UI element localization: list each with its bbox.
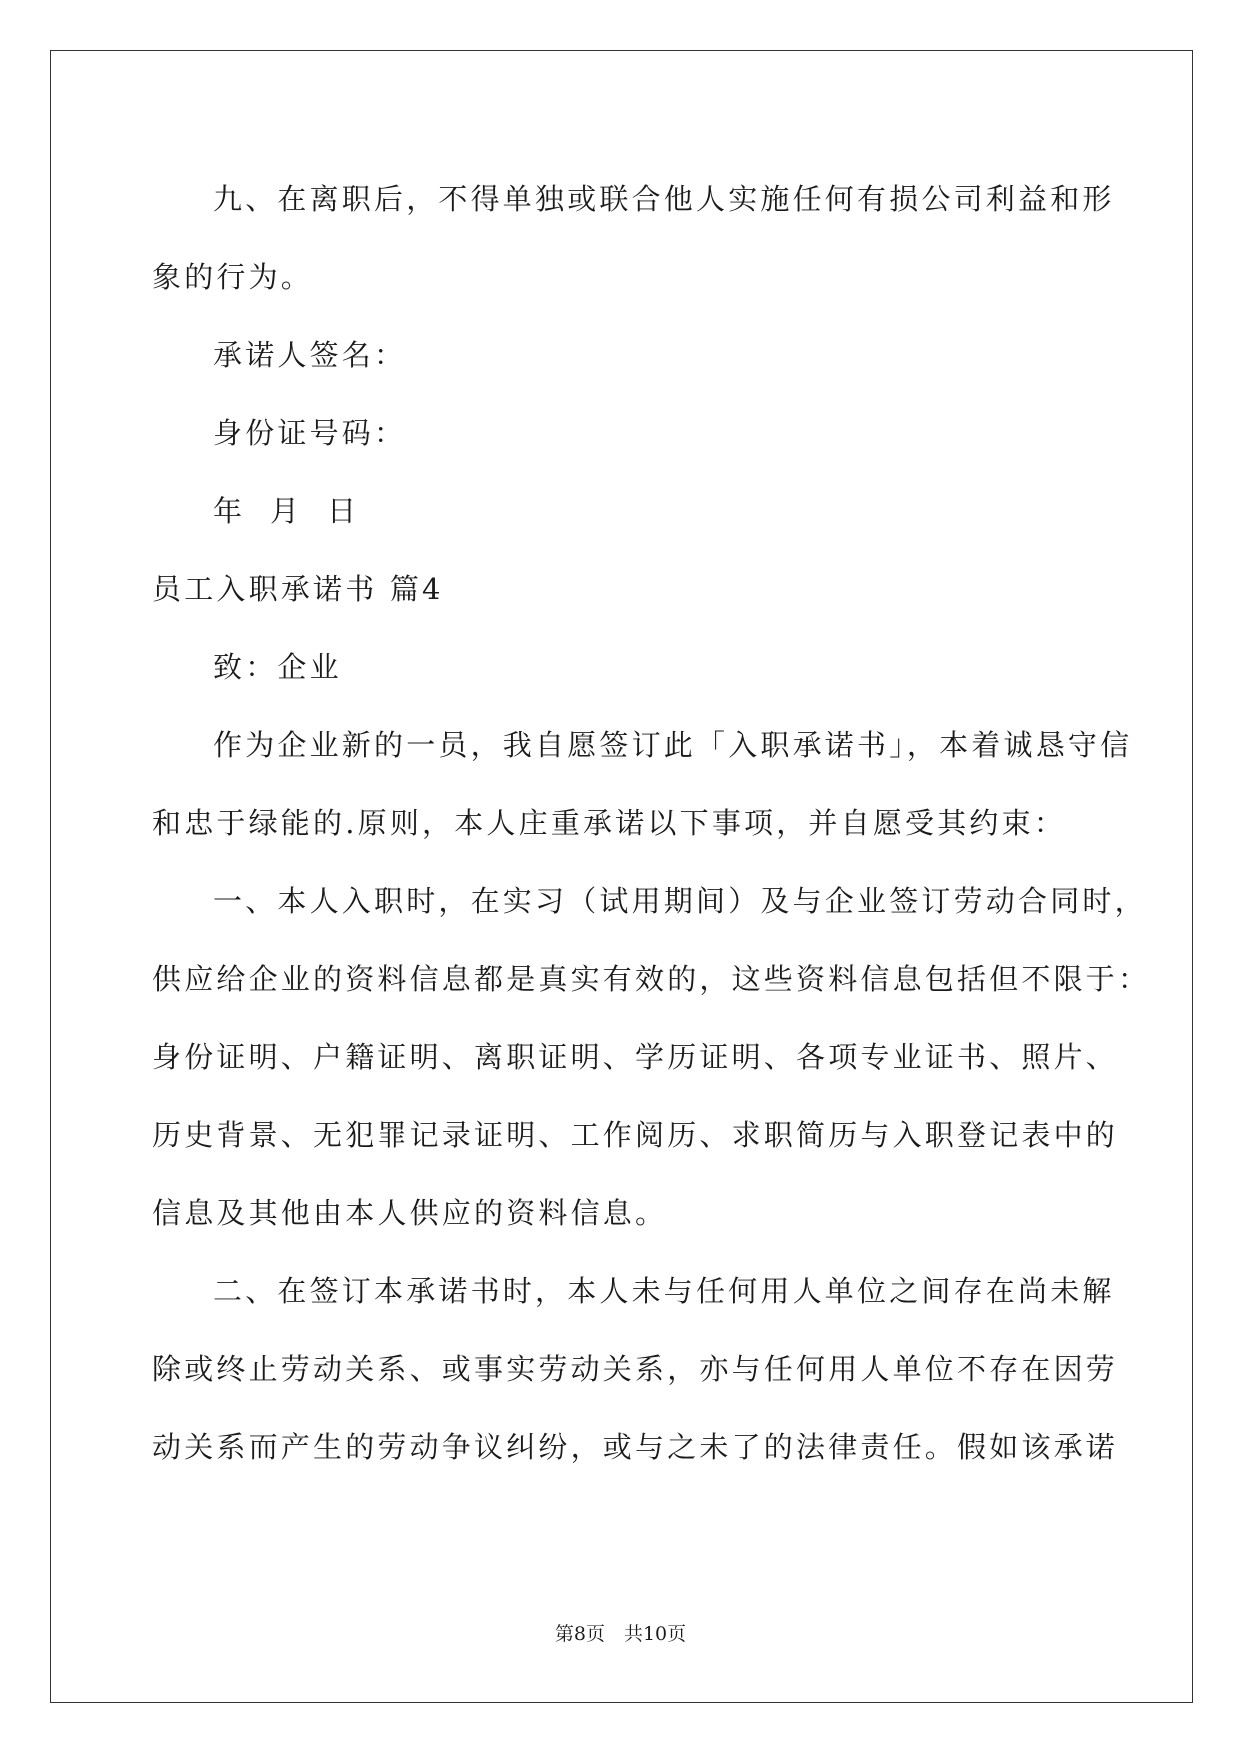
text-line: 动关系而产生的劳动争议纠纷，或与之未了的法律责任。假如该承诺 <box>152 1430 1119 1464</box>
text-line: 除或终止劳动关系、或事实劳动关系，亦与任何用人单位不存在因劳 <box>152 1352 1119 1386</box>
addressee: 致：企业 <box>213 650 342 684</box>
text-line: 一、本人入职时，在实习（试用期间）及与企业签订劳动合同时， <box>213 884 1147 918</box>
text-line: 象的行为。 <box>152 260 314 294</box>
signature-label: 承诺人签名： <box>213 338 407 372</box>
text-line: 九、在离职后，不得单独或联合他人实施任何有损公司利益和形 <box>213 182 1115 216</box>
text-line: 历史背景、无犯罪记录证明、工作阅历、求职简历与入职登记表中的 <box>152 1118 1119 1152</box>
section-heading: 员工入职承诺书 篇4 <box>152 572 444 606</box>
text-line: 身份证明、户籍证明、离职证明、学历证明、各项专业证书、照片、 <box>152 1040 1119 1074</box>
text-line: 作为企业新的一员，我自愿签订此「入职承诺书」，本着诚恳守信 <box>213 728 1133 762</box>
date-label: 年 月 日 <box>213 494 360 528</box>
text-line: 供应给企业的资料信息都是真实有效的，这些资料信息包括但不限于： <box>152 962 1151 996</box>
id-number-label: 身份证号码： <box>213 416 407 450</box>
page-number: 第8页 共10页 <box>554 1623 687 1645</box>
text-line: 和忠于绿能的.原则，本人庄重承诺以下事项，并自愿受其约束： <box>152 806 1067 840</box>
text-line: 信息及其他由本人供应的资料信息。 <box>152 1196 668 1230</box>
document-body <box>152 160 1151 1486</box>
text-line: 二、在签订本承诺书时，本人未与任何用人单位之间存在尚未解 <box>213 1274 1115 1308</box>
